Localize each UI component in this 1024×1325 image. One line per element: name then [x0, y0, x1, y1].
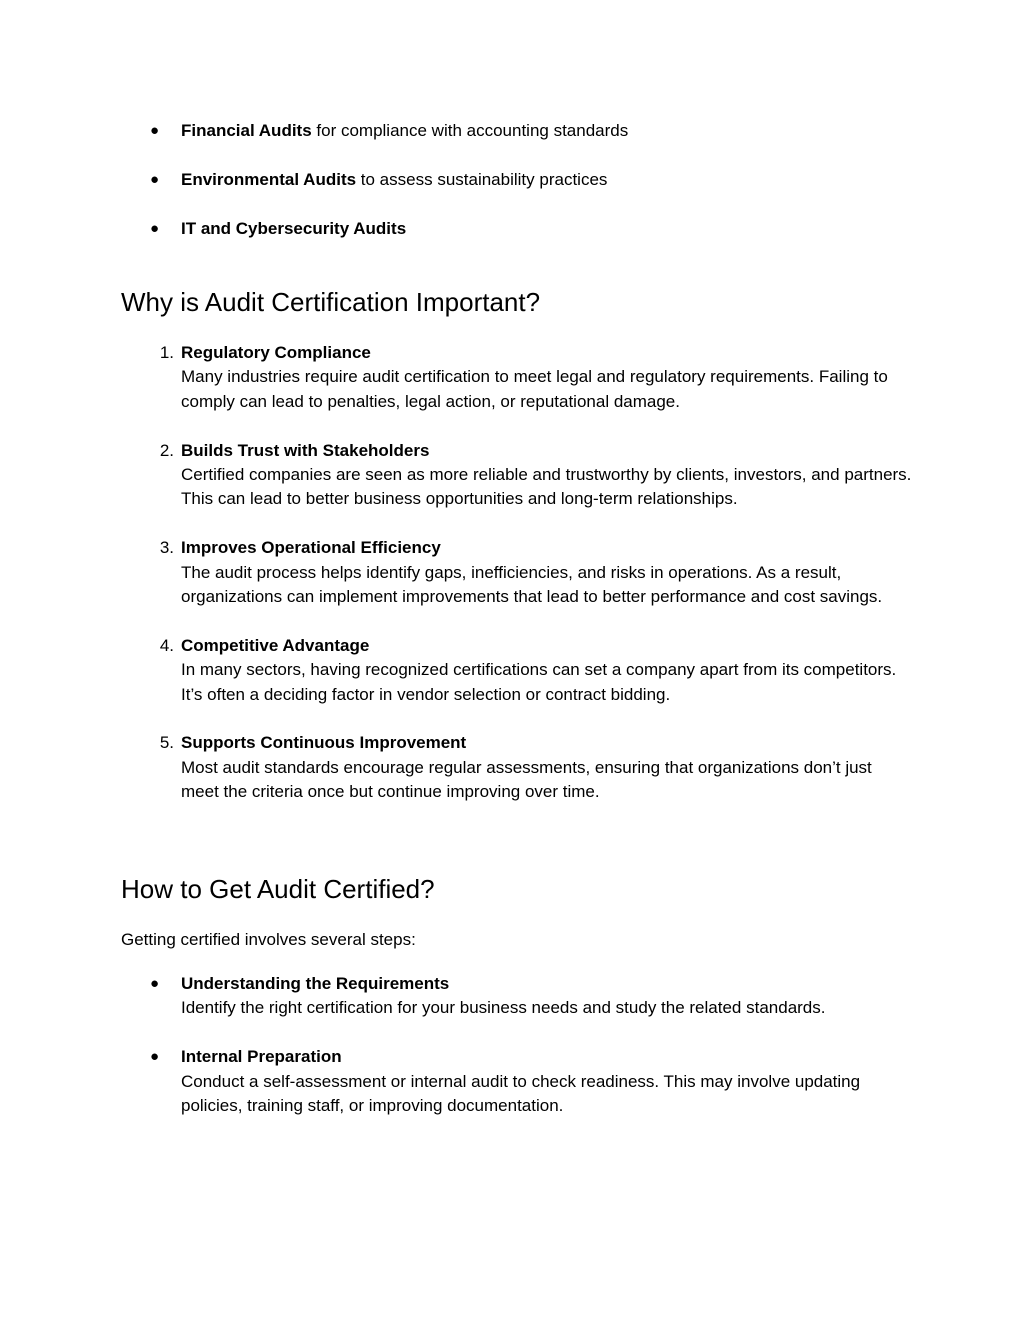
list-item: [0, 217, 1024, 241]
item-description: Identify the right certification for your business needs and study the related standards.: [181, 998, 826, 1018]
item-text: for compliance with accounting standards: [311, 121, 629, 140]
section-heading-how-to: How to Get Audit Certified?: [121, 874, 435, 904]
item-description: In many sectors, having recognized certifications can set a company apart from its competitors. It’s often a deciding factor in vendor selection or contract bidding.: [181, 660, 897, 704]
item-title: Competitive Advantage: [181, 635, 370, 655]
item-number: 4.: [159, 635, 174, 655]
bullet-icon: ●: [150, 122, 160, 139]
importance-list: [0, 341, 1024, 805]
list-item: [0, 634, 1024, 707]
item-title: Builds Trust with Stakeholders: [181, 440, 430, 460]
list-item: [0, 439, 1024, 512]
item-title: Internal Preparation: [181, 1047, 342, 1067]
item-description: Many industries require audit certification to meet legal and regulatory requirements. Failing to comply can lead to penalties, legal action, or reputational damage.: [181, 367, 888, 411]
item-number: 2.: [159, 440, 174, 460]
item-title: Environmental Audits: [181, 169, 357, 189]
item-title: Financial Audits: [181, 121, 312, 140]
list-item: [0, 1045, 1024, 1118]
list-item: [0, 119, 1024, 143]
list-item: [0, 536, 1024, 609]
bullet-icon: ●: [150, 219, 160, 237]
item-number: 1.: [159, 343, 174, 362]
item-title: IT and Cybersecurity Audits: [181, 218, 407, 238]
item-description: Conduct a self-assessment or internal audit to check readiness. This may involve updating policies, training staff, or improving documentation.: [181, 1071, 861, 1116]
list-item: [0, 972, 1024, 1021]
item-number: 5.: [159, 733, 174, 753]
item-number: 3.: [159, 538, 174, 558]
item-title: Supports Continuous Improvement: [181, 733, 467, 753]
list-item: [0, 168, 1024, 192]
item-description: Most audit standards encourage regular assessments, ensuring that organizations don’t just meet the criteria once but continue improving over time.: [181, 757, 872, 802]
bullet-icon: ●: [150, 975, 160, 992]
audit-types-list: [0, 119, 1024, 241]
item-text: to assess sustainability practices: [356, 169, 608, 189]
bullet-icon: ●: [150, 1048, 160, 1066]
list-item: [0, 341, 1024, 414]
list-item: [0, 731, 1024, 804]
item-title: Regulatory Compliance: [181, 343, 371, 362]
item-title: Improves Operational Efficiency: [181, 538, 441, 558]
bullet-icon: ●: [150, 170, 160, 188]
item-description: The audit process helps identify gaps, inefficiencies, and risks in operations. As a result, organizations can implement improvements that lead to better performance and cost savings.: [181, 562, 883, 607]
section-intro: Getting certified involves several steps:: [121, 930, 416, 949]
steps-list: [0, 972, 1024, 1118]
section-heading-importance: Why is Audit Certification Important?: [121, 287, 541, 317]
item-description: Certified companies are seen as more reliable and trustworthy by clients, investors, and partners. This can lead to better business opportunities and long-term relationships.: [181, 465, 912, 509]
item-title: Understanding the Requirements: [181, 974, 450, 993]
